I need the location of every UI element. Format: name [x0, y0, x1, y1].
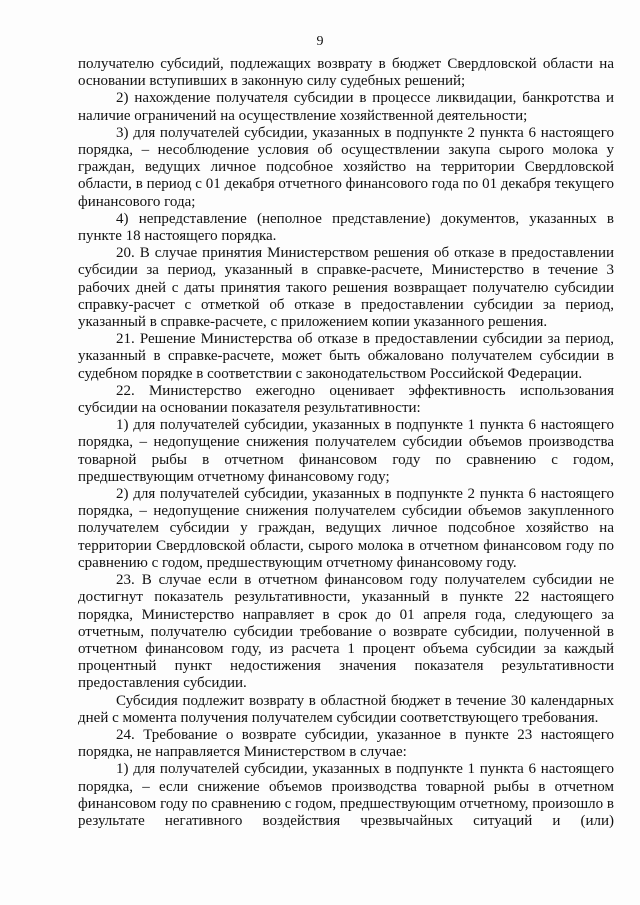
- page-number: 9: [316, 34, 324, 49]
- paragraph: получателю субсидий, подлежащих возврату в бюджет Свердловской области на основании вступивших в законную силу судебных решений;: [78, 56, 614, 90]
- paragraph: 2) для получателей субсидии, указанных в подпункте 2 пункта 6 настоящего порядка, – недопущение снижения получателем субсидии объемов закупленного получателем субсидии у граждан, ведущих личное подсобное хозяйство на территории Свердловской области, сырого молока в отчетном финансовом году по сравнению с годом, предшествующим отчетному финансовому году.: [78, 486, 614, 571]
- paragraph: 20. В случае принятия Министерством решения об отказе в предоставлении субсидии за период, указанный в справке-расчете, Министерство в течение 3 рабочих дней с даты принятия такого решения возвращает получателю субсидии справку-расчет с отметкой об отказе в предоставлении субсидии за период, указанный в справке-расчете, с приложением копии указанного решения.: [78, 245, 614, 331]
- document-body: [78, 56, 614, 830]
- paragraph: 23. В случае если в отчетном финансовом году получателем субсидии не достигнут показатель результативности, указанный в пункте 22 настоящего порядка, Министерство направляет в срок до 01 апреля года, следующего за отчетным, получателю субсидии требование о возврате субсидии, полученной в отчетном финансовом году, из расчета 1 процент объема субсидии за каждый процентный пункт недостижения значения показателя результативности предоставления субсидии.: [78, 572, 614, 692]
- paragraph: 1) для получателей субсидии, указанных в подпункте 1 пункта 6 настоящего порядка, – недопущение снижения получателем субсидии объемов производства товарной рыбы в отчетном финансовом году по сравнению с годом, предшествующим отчетному финансовому году;: [78, 417, 614, 485]
- paragraph: 21. Решение Министерства об отказе в предоставлении субсидии за период, указанный в справке-расчете, может быть обжаловано получателем субсидии в судебном порядке в соответствии с законодательством Российской Федерации.: [78, 331, 614, 382]
- paragraph: 24. Требование о возврате субсидии, указанное в пункте 23 настоящего порядка, не направляется Министерством в случае:: [78, 726, 614, 761]
- paragraph: 2) нахождение получателя субсидии в процессе ликвидации, банкротства и наличие ограничений на осуществление хозяйственной деятельности;: [78, 90, 614, 124]
- paragraph: Субсидия подлежит возврату в областной бюджет в течение 30 календарных дней с момента получения получателем субсидии соответствующего требования.: [78, 692, 614, 726]
- paragraph: 4) непредставление (неполное представление) документов, указанных в пункте 18 настоящего порядка.: [78, 210, 614, 245]
- paragraph: 1) для получателей субсидии, указанных в подпункте 1 пункта 6 настоящего порядка, – если снижение объемов производства товарной рыбы в отчетном финансовом году по сравнению с годом, предшествующим отчетному, произошло в результате негативного воздействия чрезвычайных ситуаций и (или): [78, 761, 614, 829]
- paragraph: 22. Министерство ежегодно оценивает эффективность использования субсидии на основании показателя результативности:: [78, 382, 614, 417]
- paragraph: 3) для получателей субсидии, указанных в подпункте 2 пункта 6 настоящего порядка, – несоблюдение условия об осуществлении закупа сырого молока у граждан, ведущих личное подсобное хозяйство на территории Свердловской области, в период с 01 декабря отчетного финансового года по 01 декабря текущего финансового года;: [78, 124, 614, 210]
